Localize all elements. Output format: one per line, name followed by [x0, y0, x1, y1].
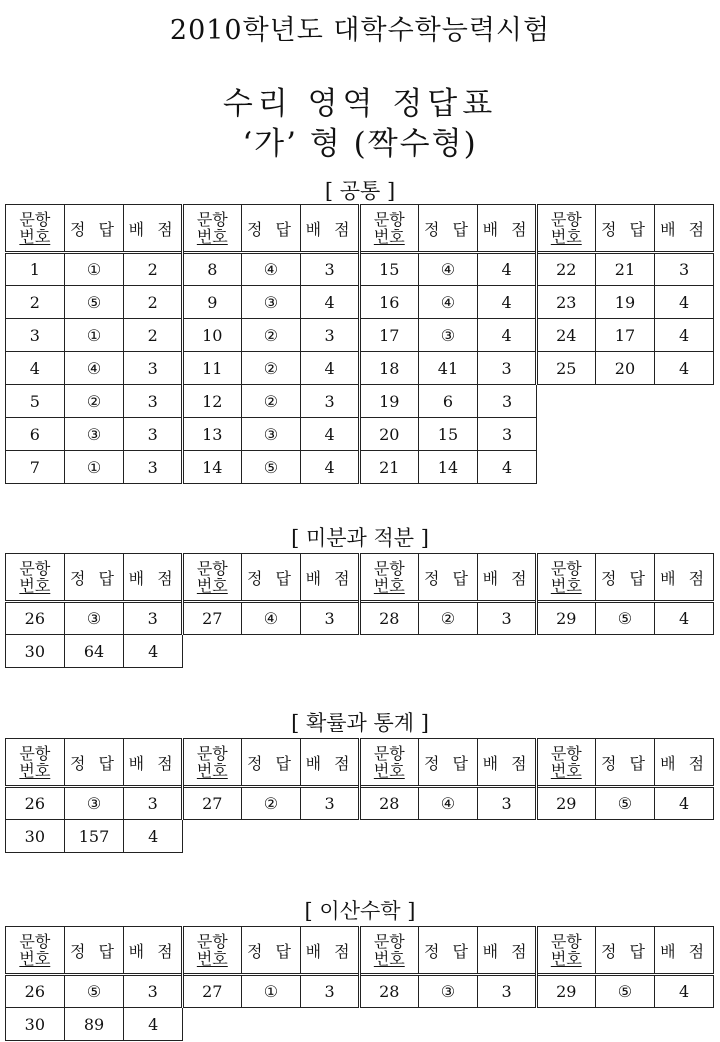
- header-question-number: [536, 554, 595, 602]
- score-value: 4: [124, 820, 183, 853]
- section-title-calculus: [ 미분과 적분 ]: [291, 526, 429, 550]
- question-number: 2: [6, 286, 65, 319]
- answer-value: ⑤: [64, 975, 124, 1008]
- question-number: 16: [359, 286, 418, 319]
- score-value: 4: [124, 1008, 183, 1041]
- header-question-number: [182, 554, 241, 602]
- header-question-number: [182, 927, 241, 975]
- empty-cell: [182, 820, 241, 853]
- header-answer: 정 답: [595, 739, 655, 787]
- exam-title: 2010학년도 대학수학능력시험: [169, 15, 551, 46]
- answer-value: ⑤: [64, 286, 124, 319]
- header-score: 배 점: [124, 739, 183, 787]
- score-value: 3: [301, 975, 360, 1008]
- score-value: 3: [478, 385, 537, 418]
- answer-value: ④: [241, 253, 301, 286]
- question-number: 15: [359, 253, 418, 286]
- question-number: 29: [536, 787, 595, 820]
- answer-value: ④: [64, 352, 124, 385]
- table-row: [6, 286, 714, 319]
- header-num-bottom: 번호: [550, 227, 582, 246]
- question-number: 4: [6, 352, 65, 385]
- header-score: 배 점: [478, 739, 537, 787]
- question-number: 30: [6, 820, 65, 853]
- empty-cell: [359, 820, 418, 853]
- answer-value: ③: [241, 286, 301, 319]
- header-score: 배 점: [655, 554, 714, 602]
- header-num-bottom: 번호: [373, 576, 405, 595]
- question-number: 20: [359, 418, 418, 451]
- empty-cell: [241, 635, 301, 668]
- score-value: 3: [478, 787, 537, 820]
- answer-value: ②: [64, 385, 124, 418]
- header-num-bottom: 번호: [19, 227, 51, 246]
- question-number: 7: [6, 451, 65, 484]
- header-num-bottom: 번호: [550, 949, 582, 968]
- table-row: [6, 975, 714, 1008]
- header-answer: 정 답: [241, 554, 301, 602]
- empty-cell: [478, 635, 537, 668]
- header-num-bottom: 번호: [373, 761, 405, 780]
- answer-value: ⑤: [595, 602, 655, 635]
- answer-value: ④: [418, 787, 478, 820]
- section-title-common: [ 공통 ]: [324, 179, 396, 203]
- header-num-top: 문항: [196, 210, 228, 229]
- score-value: 4: [124, 635, 183, 668]
- question-number: 22: [536, 253, 595, 286]
- score-value: 4: [655, 352, 714, 385]
- answer-value: 20: [595, 352, 655, 385]
- empty-cell: [595, 385, 655, 418]
- section-title-discrete: [ 이산수학 ]: [304, 899, 416, 923]
- empty-cell: [301, 1008, 360, 1041]
- header-score: 배 점: [124, 927, 183, 975]
- question-number: 28: [359, 602, 418, 635]
- score-value: 4: [655, 975, 714, 1008]
- answer-value: 157: [64, 820, 124, 853]
- answer-value: 14: [418, 451, 478, 484]
- header-row: [6, 739, 714, 787]
- empty-cell: [536, 385, 595, 418]
- table-row: [6, 253, 714, 286]
- score-value: 3: [124, 385, 183, 418]
- score-value: 3: [301, 319, 360, 352]
- section-title-statistics: [ 확률과 통계 ]: [291, 711, 429, 735]
- table-row: [6, 820, 714, 853]
- score-value: 3: [124, 975, 183, 1008]
- table-row: [6, 451, 714, 484]
- score-value: 2: [124, 286, 183, 319]
- header-num-bottom: 번호: [373, 949, 405, 968]
- score-value: 4: [478, 319, 537, 352]
- answer-value: ②: [241, 385, 301, 418]
- score-value: 3: [478, 418, 537, 451]
- header-num-top: 문항: [373, 210, 405, 229]
- score-value: 3: [124, 602, 183, 635]
- header-answer: 정 답: [241, 205, 301, 253]
- empty-cell: [478, 1008, 537, 1041]
- empty-cell: [595, 820, 655, 853]
- score-value: 4: [478, 253, 537, 286]
- score-value: 3: [124, 418, 183, 451]
- header-num-top: 문항: [19, 210, 51, 229]
- empty-cell: [182, 1008, 241, 1041]
- header-num-top: 문항: [196, 559, 228, 578]
- header-score: 배 점: [301, 927, 360, 975]
- answer-value: ①: [64, 319, 124, 352]
- question-number: 30: [6, 1008, 65, 1041]
- answer-value: ③: [64, 418, 124, 451]
- score-value: 4: [301, 418, 360, 451]
- answer-value: 17: [595, 319, 655, 352]
- score-value: 3: [124, 451, 183, 484]
- table-row: [6, 352, 714, 385]
- question-number: 13: [182, 418, 241, 451]
- answer-value: ⑤: [595, 787, 655, 820]
- empty-cell: [418, 820, 478, 853]
- table-row: [6, 385, 714, 418]
- header-question-number: [182, 205, 241, 253]
- score-value: 3: [301, 602, 360, 635]
- header-score: 배 점: [124, 554, 183, 602]
- header-score: 배 점: [301, 554, 360, 602]
- header-num-bottom: 번호: [373, 227, 405, 246]
- score-value: 3: [478, 975, 537, 1008]
- answer-value: 6: [418, 385, 478, 418]
- question-number: 26: [6, 975, 65, 1008]
- answer-value: ①: [64, 253, 124, 286]
- table-row: [6, 635, 714, 668]
- question-number: 9: [182, 286, 241, 319]
- header-num-top: 문항: [550, 210, 582, 229]
- score-value: 3: [478, 352, 537, 385]
- header-score: 배 점: [478, 927, 537, 975]
- header-score: 배 점: [478, 205, 537, 253]
- header-row: [6, 205, 714, 253]
- table-row: [6, 319, 714, 352]
- score-value: 3: [301, 787, 360, 820]
- answer-value: 89: [64, 1008, 124, 1041]
- empty-cell: [241, 1008, 301, 1041]
- empty-cell: [595, 451, 655, 484]
- answer-value: ④: [241, 602, 301, 635]
- question-number: 17: [359, 319, 418, 352]
- answer-value: ②: [241, 787, 301, 820]
- header-question-number: [536, 739, 595, 787]
- score-value: 4: [655, 286, 714, 319]
- header-num-top: 문항: [373, 744, 405, 763]
- question-number: 26: [6, 787, 65, 820]
- header-num-top: 문항: [550, 559, 582, 578]
- answer-value: ④: [418, 253, 478, 286]
- header-score: 배 점: [655, 739, 714, 787]
- question-number: 27: [182, 975, 241, 1008]
- answer-value: ③: [64, 602, 124, 635]
- question-number: 29: [536, 602, 595, 635]
- score-value: 4: [655, 319, 714, 352]
- answer-value: ②: [418, 602, 478, 635]
- header-num-bottom: 번호: [19, 761, 51, 780]
- header-answer: 정 답: [418, 205, 478, 253]
- header-num-top: 문항: [373, 932, 405, 951]
- empty-cell: [536, 451, 595, 484]
- question-number: 28: [359, 787, 418, 820]
- question-number: 11: [182, 352, 241, 385]
- question-number: 10: [182, 319, 241, 352]
- table-row: [6, 787, 714, 820]
- question-number: 26: [6, 602, 65, 635]
- exam-type-title: ‘가’ 형 (짝수형): [242, 126, 478, 162]
- answer-value: 21: [595, 253, 655, 286]
- header-num-top: 문항: [196, 932, 228, 951]
- empty-cell: [418, 635, 478, 668]
- header-num-top: 문항: [19, 559, 51, 578]
- header-answer: 정 답: [595, 927, 655, 975]
- header-answer: 정 답: [418, 739, 478, 787]
- question-number: 12: [182, 385, 241, 418]
- header-num-bottom: 번호: [19, 576, 51, 595]
- score-value: 4: [301, 352, 360, 385]
- header-score: 배 점: [478, 554, 537, 602]
- answer-value: ①: [64, 451, 124, 484]
- empty-cell: [418, 1008, 478, 1041]
- answer-value: ③: [64, 787, 124, 820]
- empty-cell: [359, 635, 418, 668]
- answer-value: ②: [241, 319, 301, 352]
- table-row: [6, 1008, 714, 1041]
- header-question-number: [6, 554, 65, 602]
- empty-cell: [241, 820, 301, 853]
- score-value: 2: [124, 319, 183, 352]
- question-number: 6: [6, 418, 65, 451]
- answer-sheet-title: 수리 영역 정답표: [222, 86, 498, 122]
- score-value: 4: [655, 787, 714, 820]
- question-number: 27: [182, 787, 241, 820]
- empty-cell: [595, 635, 655, 668]
- header-question-number: [359, 205, 418, 253]
- question-number: 24: [536, 319, 595, 352]
- header-answer: 정 답: [64, 205, 124, 253]
- header-num-top: 문항: [373, 559, 405, 578]
- header-question-number: [359, 554, 418, 602]
- question-number: 1: [6, 253, 65, 286]
- score-value: 3: [124, 352, 183, 385]
- table-row: [6, 418, 714, 451]
- question-number: 29: [536, 975, 595, 1008]
- empty-cell: [301, 635, 360, 668]
- header-score: 배 점: [655, 205, 714, 253]
- score-value: 4: [478, 286, 537, 319]
- empty-cell: [655, 451, 714, 484]
- score-value: 4: [301, 451, 360, 484]
- header-num-top: 문항: [196, 744, 228, 763]
- empty-cell: [655, 635, 714, 668]
- empty-cell: [655, 385, 714, 418]
- answer-value: 64: [64, 635, 124, 668]
- question-number: 30: [6, 635, 65, 668]
- header-answer: 정 답: [64, 927, 124, 975]
- header-num-top: 문항: [19, 932, 51, 951]
- header-num-bottom: 번호: [196, 576, 228, 595]
- score-value: 3: [655, 253, 714, 286]
- header-answer: 정 답: [64, 554, 124, 602]
- question-number: 27: [182, 602, 241, 635]
- question-number: 3: [6, 319, 65, 352]
- empty-cell: [536, 820, 595, 853]
- score-value: 4: [301, 286, 360, 319]
- question-number: 28: [359, 975, 418, 1008]
- header-num-bottom: 번호: [19, 949, 51, 968]
- empty-cell: [478, 820, 537, 853]
- empty-cell: [301, 820, 360, 853]
- header-score: 배 점: [655, 927, 714, 975]
- header-question-number: [359, 739, 418, 787]
- answer-value: ③: [241, 418, 301, 451]
- question-number: 8: [182, 253, 241, 286]
- score-value: 3: [301, 385, 360, 418]
- table-row: [6, 602, 714, 635]
- answer-value: ③: [418, 975, 478, 1008]
- header-row: [6, 927, 714, 975]
- header-score: 배 점: [301, 739, 360, 787]
- score-value: 4: [655, 602, 714, 635]
- header-score: 배 점: [124, 205, 183, 253]
- score-value: 2: [124, 253, 183, 286]
- header-num-top: 문항: [550, 932, 582, 951]
- empty-cell: [536, 1008, 595, 1041]
- answer-value: ⑤: [241, 451, 301, 484]
- answer-value: 19: [595, 286, 655, 319]
- header-question-number: [6, 205, 65, 253]
- header-num-top: 문항: [550, 744, 582, 763]
- answer-value: 15: [418, 418, 478, 451]
- question-number: 14: [182, 451, 241, 484]
- header-score: 배 점: [301, 205, 360, 253]
- question-number: 21: [359, 451, 418, 484]
- empty-cell: [595, 1008, 655, 1041]
- empty-cell: [536, 418, 595, 451]
- header-answer: 정 답: [64, 739, 124, 787]
- answer-value: ⑤: [595, 975, 655, 1008]
- header-num-bottom: 번호: [550, 576, 582, 595]
- header-num-bottom: 번호: [196, 227, 228, 246]
- header-answer: 정 답: [418, 927, 478, 975]
- header-question-number: [6, 739, 65, 787]
- header-num-bottom: 번호: [196, 949, 228, 968]
- empty-cell: [655, 1008, 714, 1041]
- header-num-bottom: 번호: [550, 761, 582, 780]
- question-number: 18: [359, 352, 418, 385]
- header-answer: 정 답: [241, 739, 301, 787]
- empty-cell: [655, 820, 714, 853]
- score-value: 3: [301, 253, 360, 286]
- question-number: 19: [359, 385, 418, 418]
- header-question-number: [182, 739, 241, 787]
- header-question-number: [536, 927, 595, 975]
- question-number: 25: [536, 352, 595, 385]
- header-question-number: [536, 205, 595, 253]
- score-value: 3: [478, 602, 537, 635]
- empty-cell: [536, 635, 595, 668]
- answer-value: ②: [241, 352, 301, 385]
- score-value: 3: [124, 787, 183, 820]
- question-number: 23: [536, 286, 595, 319]
- header-answer: 정 답: [595, 554, 655, 602]
- header-answer: 정 답: [241, 927, 301, 975]
- header-answer: 정 답: [418, 554, 478, 602]
- answer-value: ③: [418, 319, 478, 352]
- header-answer: 정 답: [595, 205, 655, 253]
- header-row: [6, 554, 714, 602]
- score-value: 4: [478, 451, 537, 484]
- empty-cell: [359, 1008, 418, 1041]
- empty-cell: [595, 418, 655, 451]
- header-question-number: [6, 927, 65, 975]
- header-num-top: 문항: [19, 744, 51, 763]
- header-num-bottom: 번호: [196, 761, 228, 780]
- answer-value: 41: [418, 352, 478, 385]
- answer-value: ④: [418, 286, 478, 319]
- empty-cell: [182, 635, 241, 668]
- empty-cell: [655, 418, 714, 451]
- answer-value: ①: [241, 975, 301, 1008]
- header-question-number: [359, 927, 418, 975]
- question-number: 5: [6, 385, 65, 418]
